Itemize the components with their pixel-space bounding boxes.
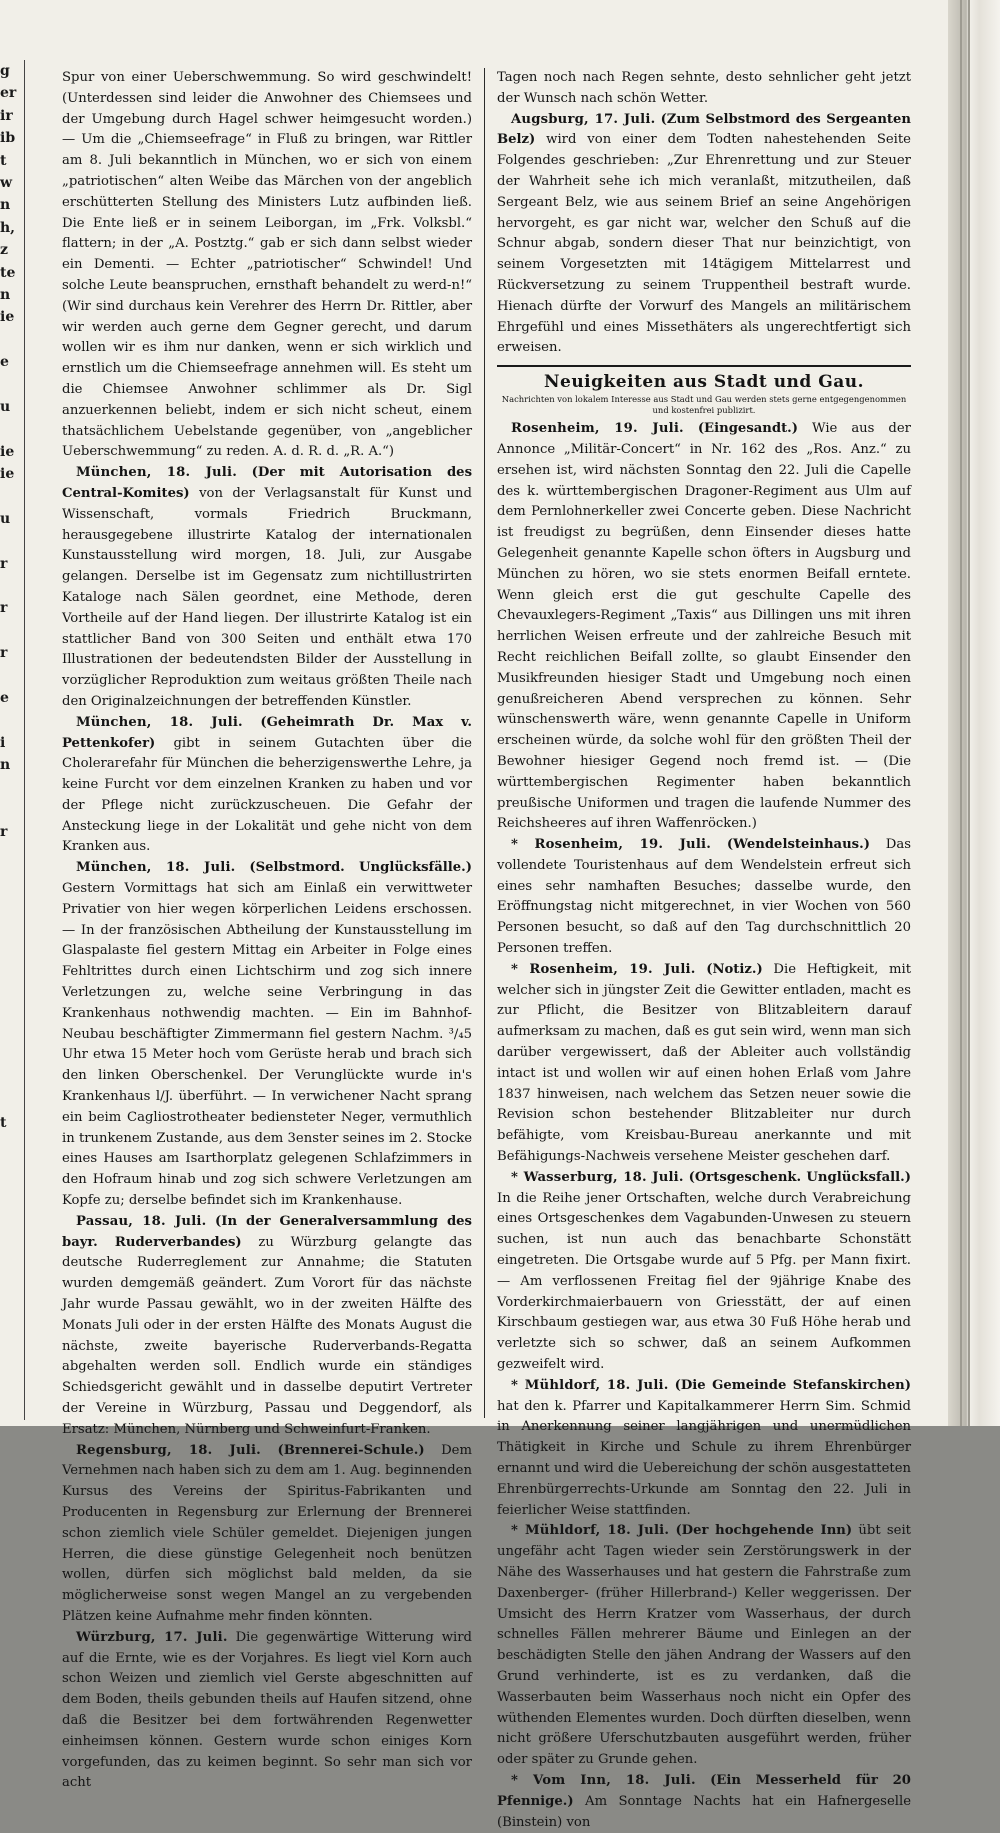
previous-page-fragment: r <box>0 824 8 841</box>
previous-page-fragment <box>0 888 22 910</box>
dateline: Regensburg, 18. Juli. <box>76 1442 261 1458</box>
article-text: Spur von einer Ueberschwemmung. So wird geschwindelt! (Unterdessen sind leider die Anwohner des Chiemsees und der Umgebung durch Hagel schwer heimgesucht worden.) — Um die „Chiemseefrage“ in Fluß zu bringen, war Rittler am 8. Juli bekanntlich in München, wo er sich von einem „patriotischen“ alten Weibe das Märchen von der angeblich erschütterten Stellung des Ministers Lutz aufbinden ließ. Die Ente ließ er in seinem Leiborgan, im „Frk. Volksbl.“ flattern; in der „A. Postztg.“ gab er sich dann selbst wieder ein Dementi. — Echter „patriotischer“ Schwindel! Und solche Leute beanspruchen, ernsthaft behandelt zu werd-n!“ (Wir sind durchaus kein Verehrer des Herrn Dr. Rittler, aber wir werden auch gerne dem Gegner gerecht, und darum wollen wir es ihm nur danken, wenn er sich wirklich und ernstlich um die Chiemseefrage annehmen will. Es steht um die Chiemsee Anwohner schlimmer als Dr. Sigl anzuerkennen beliebt, indem er sich nicht scheut, einem thatsächlichem Uebelstande gegenüber, von „angeblicher Ueberschwemmung“ zu reden. A. d. R. d. „R. A.“) <box>62 70 472 460</box>
previous-page-fragment: e <box>0 354 9 371</box>
article-wasserburg <box>497 1168 911 1376</box>
previous-page-fragment <box>0 1157 22 1179</box>
article-muehldorf-inn <box>497 1521 911 1771</box>
article-muenchen-katalog <box>62 463 472 713</box>
article-headline: (Ein Messerheld für 20 Pfennige.) <box>497 1772 911 1809</box>
previous-page-fragment <box>0 1000 22 1022</box>
article-text: gibt in seinem Gutachten über die Cholerагefahr für München die beherzigenswerthe Lehre, ja keine Furcht vor dem einzelnen Kranken zu haben und vor der Pflege nicht zurückzuscheuen. Die Gefahr der Ansteckung liege in der Lokalität und gehe nicht von dem Kranken aus. <box>62 735 472 855</box>
previous-page-fragment <box>0 911 22 933</box>
previous-page-fragment <box>0 1023 22 1045</box>
article-text: In die Reihe jener Ortschaften, welche durch Verabreichung eines Ortsgeschenkes dem Vagabunden-Unwesen zu steuern suchen, ist nun auch das benachbarte Schonstätt eingetreten. Die Ortsgabe wurde auf 5 Pfg. per Mann fixirt. — Am verflossenen Freitag fiel der 9jährige Knabe des Vorderkirchmaierbauern von Griesstätt, der auf einen Kirschbaum gestiegen war, aus etwa 30 Fuß Höhe herab und verletzte sich so schwer, daß an seinem Aufkommen gezweifelt wird. <box>497 1190 911 1373</box>
previous-page-fragment <box>0 1247 22 1269</box>
article-wuerzburg <box>62 1628 472 1794</box>
dateline: * Rosenheim, 19. Juli. <box>511 961 696 977</box>
article-text: Am Sonntage Nachts hat ein Hafnergeselle (Binstein) von <box>497 1793 911 1830</box>
previous-page-fragment: ir <box>0 107 13 124</box>
previous-page-fragment <box>0 418 22 440</box>
dateline: Würzburg, 17. Juli. <box>76 1629 228 1645</box>
article-headline: (Eingesandt.) <box>697 421 799 437</box>
previous-page-fragment <box>0 1202 22 1224</box>
previous-page-fragment: i <box>0 734 6 751</box>
previous-page-fragment <box>0 620 22 642</box>
edge-line <box>968 0 970 1426</box>
previous-page-fragment: r <box>0 555 8 572</box>
previous-page-fragment: t <box>0 152 7 169</box>
article-augsburg <box>497 110 911 360</box>
previous-page-fragment <box>0 844 22 866</box>
dateline: München, 18. Juli. <box>76 860 236 876</box>
article-wuerzburg-continued <box>497 68 911 110</box>
article-chiemsee-continued <box>62 68 472 463</box>
previous-page-fragment: z <box>0 242 8 259</box>
previous-page-fragment <box>0 373 22 395</box>
previous-page-fragment: n <box>0 197 11 214</box>
section-rule <box>497 365 911 367</box>
article-headline: (In der Generalversammlung des bayr. Ruderverbandes) <box>62 1213 472 1250</box>
article-text: hat den k. Pfarrer und Kapitalkammerer Herrn Sim. Schmid in Anerkennung seiner langjährigen und unermüdlichen Thätigkeit in Kirche und Schule zu ihrem Ehrenbürger ernannt und wird die Uebereichung der schön ausgestatteten Ehrenbürgerrechts-Urkunde am Sonntag den 22. Juli in feierlicher Weise stattfinden. <box>497 1398 911 1518</box>
previous-page-fragment <box>0 1135 22 1157</box>
article-headline: (Der mit Autorisation des Central-Komites) <box>62 465 472 501</box>
article-muehldorf-stefanskirchen <box>497 1376 911 1522</box>
article-headline: (Die Gemeinde Stefanskirchen) <box>674 1377 911 1393</box>
previous-page-strip <box>0 60 22 1420</box>
previous-page-fragment <box>0 1359 22 1381</box>
previous-page-fragment <box>0 1403 22 1425</box>
article-rosenheim-wendelstein <box>497 835 911 960</box>
previous-page-fragment <box>0 709 22 731</box>
article-text: zu Würzburg gelangte das deutsche Ruderreglement zur Annahme; die Statuten wurden demgemäß geändert. Zum Vorort für das nächste Jahr wurde Passau gewählt, wo in der zweiten Hälfte des Monats Juli oder in der ersten Hälfte des Monats August die nächste, zweite bayerische Ruderverbands-Regatta abgehalten werden soll. Endlich wurde ein ständiges Schiedsgericht gewählt und in dasselbe deputirt Vertreter der Vereine in Würzburg, Passau und Deggendorf, als Ersatz: München, Nürnberg und Schweinfurt-Franken. <box>62 1234 472 1437</box>
article-text: Gestern Vormittags hat sich am Einlaß ein verwittweter Privatier von hier wegen körperlichen Leidens erschossen. — In der französischen Abtheilung der Kunstausstellung im Glaspalaste fiel gestern Mittag ein Arbeiter in Folge eines Fehltrittes durch einen Lichtschirm und zog sich innere Verletzungen zu, welche seine Verbringung in das Krankenhaus nothwendig machten. — Ein im Bahnhof-Neubau beschäftigter Zimmermann fiel gestern Nachm. ³/₄5 Uhr etwa 15 Meter hoch vom Gerüste herab und brach sich den linken Oberschenkel. Der Verunglückte wurde in's Krankenhaus l/J. überführt. — In verwichener Nacht sprang ein beim Cagliostrotheater bediensteter Neger, vermuthlich in trunkenem Zustande, aus dem 3enster seines im 2. Stocke eines Hauses am Isarthorplatz gelegenen Schlafzimmers in den Hofraum hinab und zog sich schwere Verletzungen am Kopfe zu; derselbe befindet sich im Krankenhause. <box>62 881 472 1209</box>
article-muenchen-pettenkofer <box>62 713 472 859</box>
right-column <box>497 68 911 1830</box>
dateline: * Wasserburg, 18. Juli. <box>511 1169 684 1185</box>
previous-page-fragment <box>0 1090 22 1112</box>
previous-page-fragment <box>0 1314 22 1336</box>
article-text: Die gegenwärtige Witterung wird auf die Ernte, wie es der Vorjahres. Es liegt viel Korn auch schon Weizen und ziemlich viel Gerste abgeschnitten auf dem Boden, theils gebunden theils auf Haufen sitzend, ohne daß die Besitzer bei dem fortwährenden Regenwetter einheimsen können. Gestern wurde schon einiges Korn vorgefunden, das zu keimen beginnt. So sehr man sich vor acht <box>62 1629 472 1791</box>
article-text: Wie aus der Annonce „Militär-Concert“ in Nr. 162 des „Ros. Anz.“ zu ersehen ist, wird nächsten Sonntag den 22. Juli die Capelle des k. württembergischen Dragoner-Regiment aus Ulm auf dem Pernlohnerkeller zwei Concerte geben. Diese Nachricht ist freudigst zu begrüßen, denn Einsender dieses hatte Gelegenheit genannte Kapelle schon öfters in Augsburg und München zu hören, wo sie stets enormen Beifall erntete. Wenn gleich erst die gut geschulte Capelle des Chevauxlegers-Regiment „Taxis“ aus Dillingen uns mit ihren herrlichen Weisen erfreute und der zahlreiche Besuch mit Recht reichlichen Beifall zollte, so glaubt Einsender den Musikfreunden hiesiger Stadt und Umgebung noch einen genußreicheren Abend versprechen zu können. Sehr wünschenswerth wäre, wenn genannte Capelle in Uniform erscheinen würde, da solche wohl für den größten Theil der Bewohner hiesiger Gegend noch fremd ist. — (Die württembergischen Regimenter haben bekanntlich preußische Uniformen und tragen die laufende Nummer des Reichsheeres auf ihren Waffenröcken.) <box>497 421 911 832</box>
previous-page-fragment: u <box>0 510 11 527</box>
previous-page-fragment <box>0 575 22 597</box>
article-rosenheim-notiz <box>497 960 911 1168</box>
previous-page-fragment: t <box>0 1115 7 1132</box>
dateline: * Rosenheim, 19. Juli. <box>511 837 712 853</box>
previous-page-fragment: r <box>0 600 8 617</box>
dateline: München, 18. Juli. <box>76 465 238 481</box>
article-rosenheim-concert <box>497 419 911 835</box>
article-text: Die Heftigkeit, mit welcher sich in jüngster Zeit die Gewitter entladen, macht es zur Pflicht, die Besitzer von Blitzableitern darauf aufmerksam zu machen, daß es gut sein wird, wenn man sich darüber vergewissert, daß der Ableiter auch vollständig intact ist und wollen wir auf einen hohen Erlaß vom Jahre 1837 hinweisen, nach welchem das Setzen neuer sowie die Revision schon bestehender Blitzableiter nur durch befähigte, vom Kreisbau-Bureau anerkannte und mit Befähigungs-Nachweis versehene Meister geschehen darf. <box>497 961 911 1165</box>
article-headline: (Wendelsteinhaus.) <box>726 837 870 853</box>
article-passau <box>62 1212 472 1441</box>
previous-page-fragment <box>0 665 22 687</box>
previous-page-fragment <box>0 933 22 955</box>
article-headline: (Notiz.) <box>706 961 763 977</box>
section-header <box>497 365 911 416</box>
article-text: Das vollendete Touristenhaus auf dem Wendelstein erfreut sich eines sehr namhaften Besuches; dasselbe wurde, den Eröffnungstag nicht mitgerechnet, in vier Wochen von 560 Personen besucht, so daß auf den Tag durchschnittlich 20 Personen treffen. <box>497 837 911 957</box>
article-headline: (Geheimrath Dr. Max v. Pettenkofer) <box>62 714 472 751</box>
previous-page-fragment: w <box>0 174 13 191</box>
previous-page-fragment: ie <box>0 466 15 483</box>
previous-page-fragment <box>0 1180 22 1202</box>
article-text: von der Verlagsanstalt für Kunst und Wissenschaft, vormals Friedrich Bruckmann, herausgegebene illustrirte Katalog der internationalen Kunstausstellung wird morgen, 18. Juli, zur Ausgabe gelangen. Derselbe ist im Gegensatz zum nichtillustrirten Kataloge nach Sälen geordnet, eine Methode, deren Vortheile auf der Hand liegen. Der illustrirte Katalog ist ein stattlicher Band von 300 Seiten und enthält etwa 170 Illustrationen der bedeutendsten Bilder der Ausstellung in vorzüglicher Reproduktion zum weitaus größten Theile nach den Originalzeichnungen der betreffenden Künstler. <box>62 485 472 709</box>
article-muenchen-selbstmord <box>62 858 472 1212</box>
article-text: wird von einer dem Todten nahestehenden Seite Folgendes geschrieben: „Zur Ehrenrettung und zur Steuer der Wahrheit sehe ich mich veranlaßt, mitzutheilen, daß Sergeant Belz, wie aus seinem Brief an seine Angehörigen hervorgeht, es gar nicht war, welcher den Schuß auf die Schnur abgab, sondern dieser That nur beinzichtigt, von seinem Vorgesetzten mit 14tägigem Mittelarrest und Rückversetzung zu seinem Truppentheil bestraft wurde. Hienach dürfte der Vorwurf des Mangels an militärischem Ehrgefühl und eines Missethäters als ungerechtfertigt sich erweisen. <box>497 132 911 356</box>
article-regensburg <box>62 1441 472 1628</box>
dateline: Passau, 18. Juli. <box>76 1213 207 1229</box>
article-headline: (Der hochgehende Inn) <box>675 1523 853 1539</box>
previous-page-fragment <box>0 956 22 978</box>
previous-page-fragment: n <box>0 286 11 303</box>
dateline: Augsburg, 17. Juli. <box>511 111 656 127</box>
article-headline: (Ortsgeschenk. Unglücksfall.) <box>688 1169 911 1185</box>
previous-page-fragment: ie <box>0 309 15 326</box>
dateline: * Mühldorf, 18. Juli. <box>511 1377 669 1393</box>
previous-page-fragment: u <box>0 398 11 415</box>
dateline: * Mühldorf, 18. Juli. <box>511 1523 670 1539</box>
previous-page-fragment: h, <box>0 219 16 236</box>
previous-page-fragment <box>0 329 22 351</box>
article-vom-inn <box>497 1771 911 1833</box>
article-text: übt seit ungefähr acht Tagen wieder sein Zerstörungswerk in der Nähe des Wasserhauses und hat gestern die Fahrstraße zum Daxenberger- (früher Hillerbrand-) Keller weggerissen. Der Umsicht des Herrn Kratzer vom Wasserhaus, der durch schnelles Fällen mehrerer Bäume und Einlegen an der beschädigten Stelle den jähen Andrang der Wassers auf den Grund verhinderte, ist es zu verdanken, daß die Wasserbauten beim Wasserhaus noch nicht ein Opfer des wüthenden Elementes wurden. Doch dürften dieselben, wenn nicht größere Uferschutzbauten ausgeführt werden, früher oder später zu Grunde gehen. <box>497 1523 911 1768</box>
previous-page-fragment: ib <box>0 130 16 147</box>
section-subtitle: Nachrichten von lokalem Interesse aus Stadt und Gau werden stets gerne entgegengenommen und kostenfrei publizirt. <box>501 394 907 416</box>
page-edge <box>948 0 1000 1426</box>
dateline: Rosenheim, 19. Juli. <box>511 421 684 437</box>
article-headline: (Brennerei-Schule.) <box>277 1442 425 1458</box>
strip-divider <box>24 60 25 1420</box>
dateline: München, 18. Juli. <box>76 714 243 730</box>
article-headline: (Selbstmord. Unglücksfälle.) <box>249 860 472 876</box>
dateline: * Vom Inn, 18. Juli. <box>511 1772 696 1788</box>
left-column <box>62 68 472 1791</box>
previous-page-fragment <box>0 1291 22 1313</box>
previous-page-fragment <box>0 777 22 799</box>
article-headline: (Zum Selbstmord des Sergeanten Belz) <box>497 111 911 148</box>
article-text: Dem Vernehmen nach haben sich zu dem am 1. Aug. beginnenden Kursus des Vereins der Spiritus-Fabrikanten und Producenten in Regensburg zur Erlernung der Brennerei schon ziemlich viele Schüler gemeldet. Diejenigen jungen Herren, die diese günstige Gelegenheit noch benützen wollen, dürfen sich möglichst bald melden, da sie möglicherweise sonst wegen Mangel an zu vergebenden Plätzen keine Aufnahme mehr finden könnten. <box>62 1442 472 1624</box>
previous-page-fragment <box>0 1336 22 1358</box>
previous-page-fragment <box>0 1045 22 1067</box>
previous-page-fragment <box>0 978 22 1000</box>
previous-page-fragment: g <box>0 63 10 79</box>
previous-page-fragment: r <box>0 645 8 662</box>
edge-line <box>960 0 962 1426</box>
previous-page-fragment: e <box>0 689 9 706</box>
previous-page-fragment <box>0 799 22 821</box>
previous-page-fragment: er <box>0 85 17 102</box>
previous-page-fragment <box>0 530 22 552</box>
previous-page-fragment: ie <box>0 443 15 460</box>
previous-page-fragment: n <box>0 757 11 774</box>
column-divider <box>484 68 485 1418</box>
section-title: Neuigkeiten aus Stadt und Gau. <box>543 372 865 393</box>
previous-page-fragment <box>0 1269 22 1291</box>
previous-page-fragment <box>0 866 22 888</box>
previous-page-fragment: te <box>0 264 16 281</box>
previous-page-fragment <box>0 485 22 507</box>
previous-page-fragment <box>0 1381 22 1403</box>
previous-page-fragment <box>0 1068 22 1090</box>
article-text: Tagen noch nach Regen sehnte, desto sehnlicher geht jetzt der Wunsch nach schön Wetter. <box>497 70 911 106</box>
previous-page-fragment <box>0 1224 22 1246</box>
